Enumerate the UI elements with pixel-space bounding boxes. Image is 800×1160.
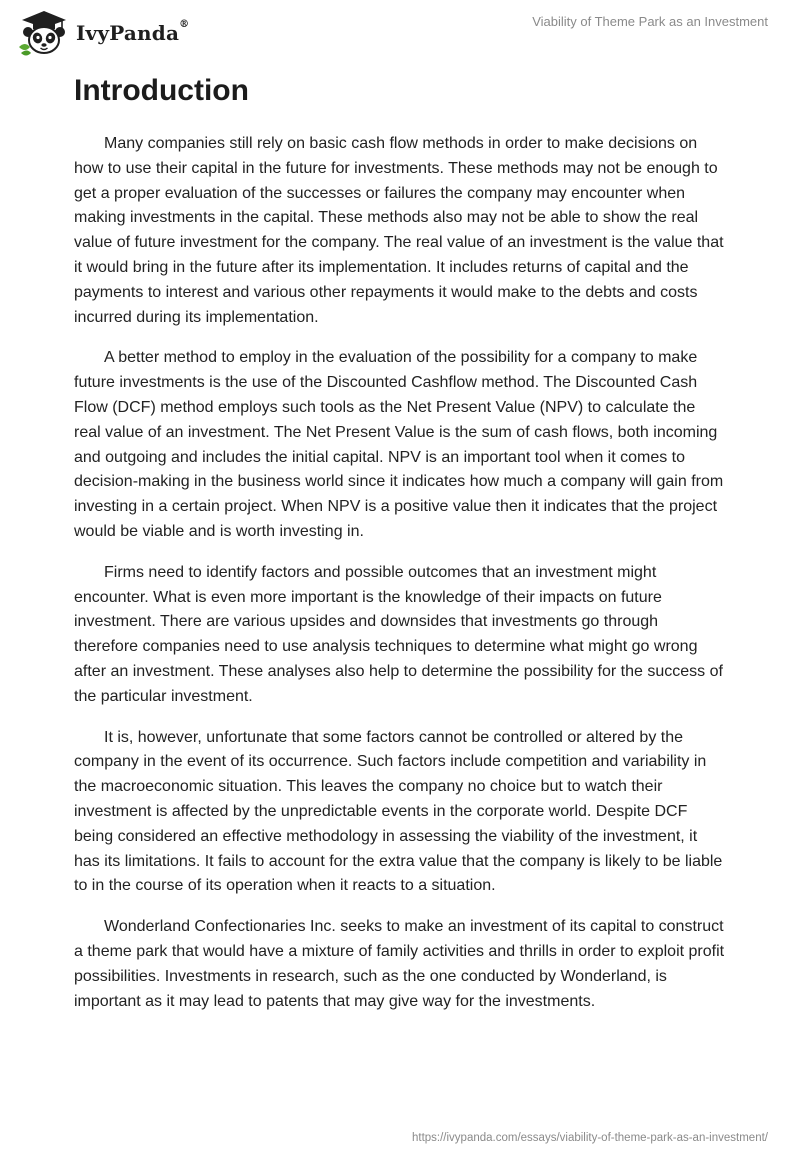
paragraph: Many companies still rely on basic cash flow methods in order to make decisions on how to use their capital in the future for investments. These methods may not be enough to get a proper evaluation of the successes or failures the company may encounter when making investments in the capital. These methods also may not be able to show the real value of future investment for the company. The real value of an investment is the value that it would bring in the future after its implementation. It includes returns of capital and the payments to interest and various other repayments it would make to the debts and costs incurred during its implementation. <box>74 135 724 326</box>
source-url[interactable]: https://ivypanda.com/essays/viability-of-theme-park-as-an-investment/ <box>411 1132 768 1144</box>
paragraph: It is, however, unfortunate that some factors cannot be controlled or altered by the company in the event of its occurrence. Such factors include competition and variability in the macroeconomic situation. This leaves the company no choice but to watch their investment is affected by the unpredictable events in the corporate world. Despite DCF being considered an effective methodology in assessing the viability of the investment, it has its limitations. It fails to account for the extra value that the company is likely to be liable to in the course of its operation when it reacts to a situation. <box>74 728 723 895</box>
document-title: Viability of Theme Park as an Investment <box>532 14 768 29</box>
paragraph-list <box>74 132 726 1014</box>
registered-mark: ® <box>179 19 190 30</box>
essay-body <box>74 70 726 1030</box>
brand-text: IvyPanda <box>76 21 180 45</box>
ivypanda-logo[interactable] <box>16 7 189 57</box>
page-header <box>0 0 800 66</box>
paragraph: A better method to employ in the evaluation of the possibility for a company to make future investments is the use of the Discounted Cashflow method. The Discounted Cash Flow (DCF) method employs such tools as the Net Present Value (NPV) to calculate the real value of an investment. The Net Present Value is the sum of cash flows, both incoming and outgoing and includes the initial capital. NPV is an important tool when it comes to decision-making in the business world since it indicates how much a company will gain from investing in a certain project. When NPV is a positive value then it indicates that the project would be viable and is worth investing in. <box>74 349 724 540</box>
paragraph: Wonderland Confectionaries Inc. seeks to make an investment of its capital to construct a theme park that would have a mixture of family activities and thrills in order to exploit profit possibilities. Investments in research, such as the one conducted by Wonderland, is important as it may lead to patents that may give way for the investments. <box>74 918 725 1010</box>
section-heading: Introduction <box>74 74 249 107</box>
panda-graduate-icon <box>16 7 72 57</box>
paragraph: Firms need to identify factors and possible outcomes that an investment might encounter. What is even more important is the knowledge of their impacts on future investment. There are various upsides and downsides that investments go through therefore companies need to use analysis techniques to determine what might go wrong after an investment. These analyses also help to determine the possibility for the success of the particular investment. <box>74 563 723 705</box>
brand-name <box>76 21 189 45</box>
